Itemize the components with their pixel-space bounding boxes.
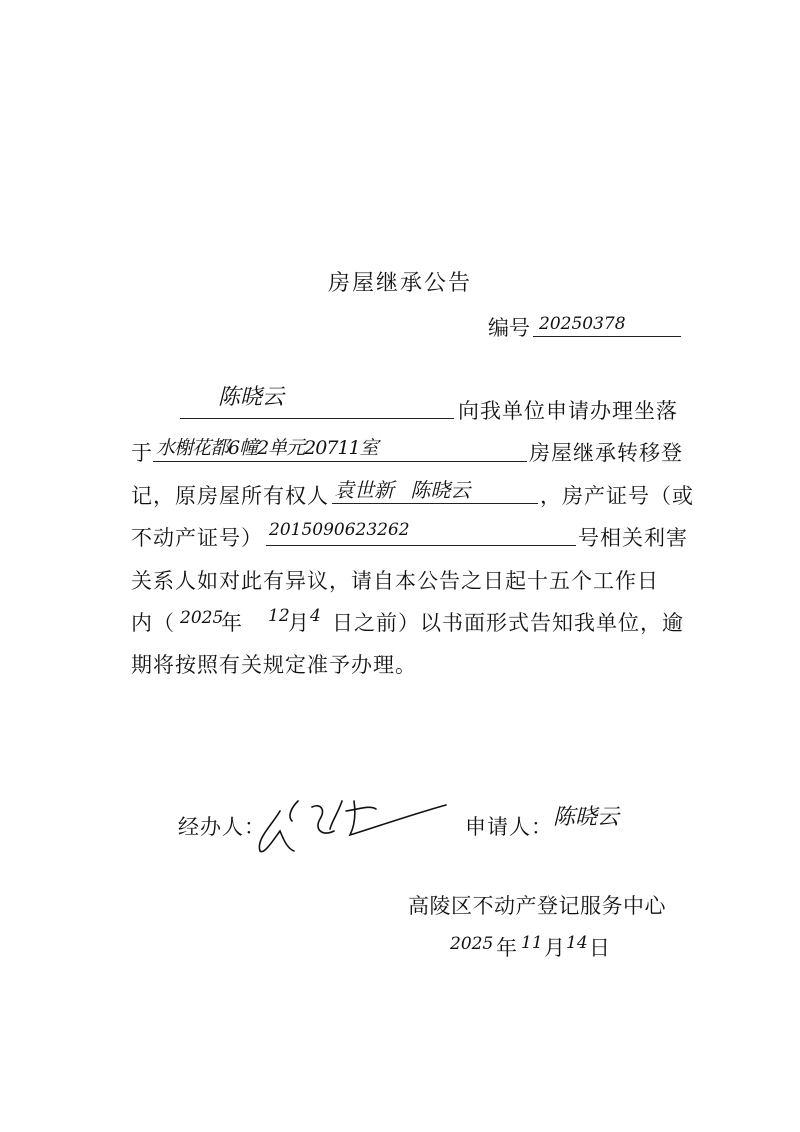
property-location: 水榭花都6幢2单元20711室 bbox=[156, 437, 378, 459]
notice-title: 房屋继承公告 bbox=[327, 271, 472, 296]
applicant-sign-label: 申请人： bbox=[465, 815, 553, 839]
body-line-7: 期将按照有关规定准予办理。 bbox=[131, 653, 417, 677]
applicant-name: 陈晓云 bbox=[218, 385, 285, 410]
deadline-month: 12 bbox=[268, 606, 290, 626]
serial-label: 编号 bbox=[488, 316, 530, 340]
date-year: 2025 bbox=[450, 934, 494, 954]
deadline-year-unit: 年 bbox=[221, 611, 243, 635]
date-day: 14 bbox=[566, 933, 588, 953]
date-month-unit: 月 bbox=[544, 936, 566, 960]
location-underline bbox=[153, 461, 527, 462]
certificate-number: 2015090623262 bbox=[269, 520, 410, 540]
body-line-3-suffix: ，房产证号（或 bbox=[540, 484, 694, 508]
deadline-month-unit: 月 bbox=[288, 611, 310, 635]
applicant-signature: 陈晓云 bbox=[553, 805, 620, 830]
body-line-2-prefix: 于 bbox=[131, 441, 153, 465]
handler-label: 经办人： bbox=[178, 815, 266, 839]
date-year-unit: 年 bbox=[496, 936, 518, 960]
deadline-day: 4 bbox=[310, 606, 321, 626]
serial-number: 20250378 bbox=[539, 314, 626, 334]
body-line-3-prefix: 记，原房屋所有权人 bbox=[131, 484, 329, 508]
original-owners: 袁世新 陈晓云 bbox=[334, 478, 471, 502]
body-line-6-b: 日之前）以书面形式告知我单位，逾 bbox=[332, 611, 684, 635]
date-day-unit: 日 bbox=[589, 936, 611, 960]
body-line-1: 向我单位申请办理坐落 bbox=[458, 399, 678, 423]
body-line-6-a: 内（ bbox=[131, 611, 175, 635]
serial-underline bbox=[533, 336, 681, 337]
handler-signature bbox=[250, 795, 450, 860]
applicant-underline bbox=[180, 418, 454, 419]
body-line-5: 关系人如对此有异议，请自本公告之日起十五个工作日 bbox=[131, 569, 659, 593]
issuing-org: 高陵区不动产登记服务中心 bbox=[408, 894, 666, 918]
body-line-4-prefix: 不动产证号） bbox=[131, 526, 263, 550]
date-month: 11 bbox=[521, 933, 543, 953]
owner-underline bbox=[332, 503, 538, 504]
deadline-year: 2025 bbox=[180, 608, 224, 628]
cert-underline bbox=[266, 545, 576, 546]
body-line-4-suffix: 号相关利害 bbox=[578, 526, 688, 550]
body-line-2-suffix: 房屋继承转移登 bbox=[529, 441, 683, 465]
